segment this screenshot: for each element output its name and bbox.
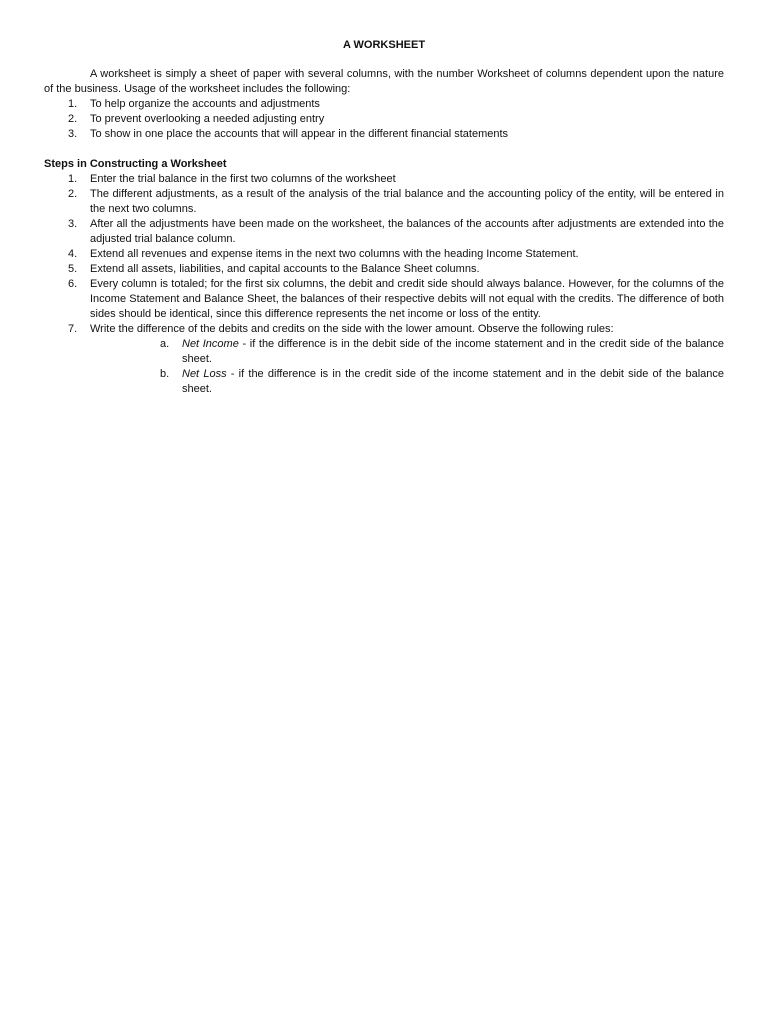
list-number: 3. (68, 218, 78, 230)
list-item (44, 277, 724, 322)
rule-text: - if the difference is in the debit side of the income statement and in the credit side of the balance sheet. (182, 338, 724, 365)
list-item-text: To prevent overlooking a needed adjusting entry (90, 113, 325, 125)
intro-paragraph: A worksheet is simply a sheet of paper with several columns, with the number Worksheet of columns dependent upon the nature of the business. Usage of the worksheet includes the following: (44, 68, 724, 95)
list-item (44, 127, 724, 142)
list-item-text: The different adjustments, as a result of the analysis of the trial balance and the accounting policy of the entity, will be entered in the next two columns. (90, 188, 724, 215)
list-number: 2. (68, 113, 78, 125)
rule-text: - if the difference is in the credit side of the income statement and in the debit side of the balance sheet. (182, 368, 724, 395)
rule-letter: b. (160, 368, 170, 380)
list-item-text: After all the adjustments have been made on the worksheet, the balances of the accounts after adjustments are extended into the adjusted trial balance column. (90, 218, 724, 245)
list-item-text: Every column is totaled; for the first six columns, the debit and credit side should always balance. However, for the columns of the Income Statement and Balance Sheet, the balances of their respective debits will not equal with the credits. The difference of both sides should be identical, since this difference represents the net income or loss of the entity. (90, 278, 724, 320)
list-item (44, 187, 724, 217)
rule-term: Net Loss (182, 368, 227, 380)
list-number: 5. (68, 263, 78, 275)
list-item (44, 262, 724, 277)
list-number: 6. (68, 278, 78, 290)
rule-item (90, 337, 724, 367)
list-item-text: Extend all revenues and expense items in the next two columns with the heading Income Statement. (90, 248, 579, 260)
list-item-text: Write the difference of the debits and credits on the side with the lower amount. Observe the following rules: (90, 323, 614, 335)
rule-item (90, 367, 724, 397)
list-item (44, 172, 724, 187)
steps-heading: Steps in Constructing a Worksheet (44, 158, 227, 170)
list-item-text: To help organize the accounts and adjustments (90, 98, 320, 110)
list-item-text: To show in one place the accounts that will appear in the different financial statements (90, 128, 509, 140)
list-number: 2. (68, 188, 78, 200)
list-item (44, 112, 724, 127)
list-number: 1. (68, 98, 78, 110)
list-number: 3. (68, 128, 78, 140)
list-item-text: Extend all assets, liabilities, and capital accounts to the Balance Sheet columns. (90, 263, 480, 275)
list-number: 1. (68, 173, 78, 185)
steps-list (44, 172, 724, 397)
list-item (44, 217, 724, 247)
rule-term: Net Income (182, 338, 239, 350)
rules-list (90, 337, 724, 397)
list-number: 7. (68, 323, 78, 335)
list-item-text: Enter the trial balance in the first two columns of the worksheet (90, 173, 396, 185)
rule-letter: a. (160, 338, 170, 350)
usage-list (44, 97, 724, 142)
document-title: A WORKSHEET (342, 39, 426, 51)
list-item (44, 247, 724, 262)
list-item (44, 97, 724, 112)
list-item (44, 322, 724, 397)
list-number: 4. (68, 248, 78, 260)
